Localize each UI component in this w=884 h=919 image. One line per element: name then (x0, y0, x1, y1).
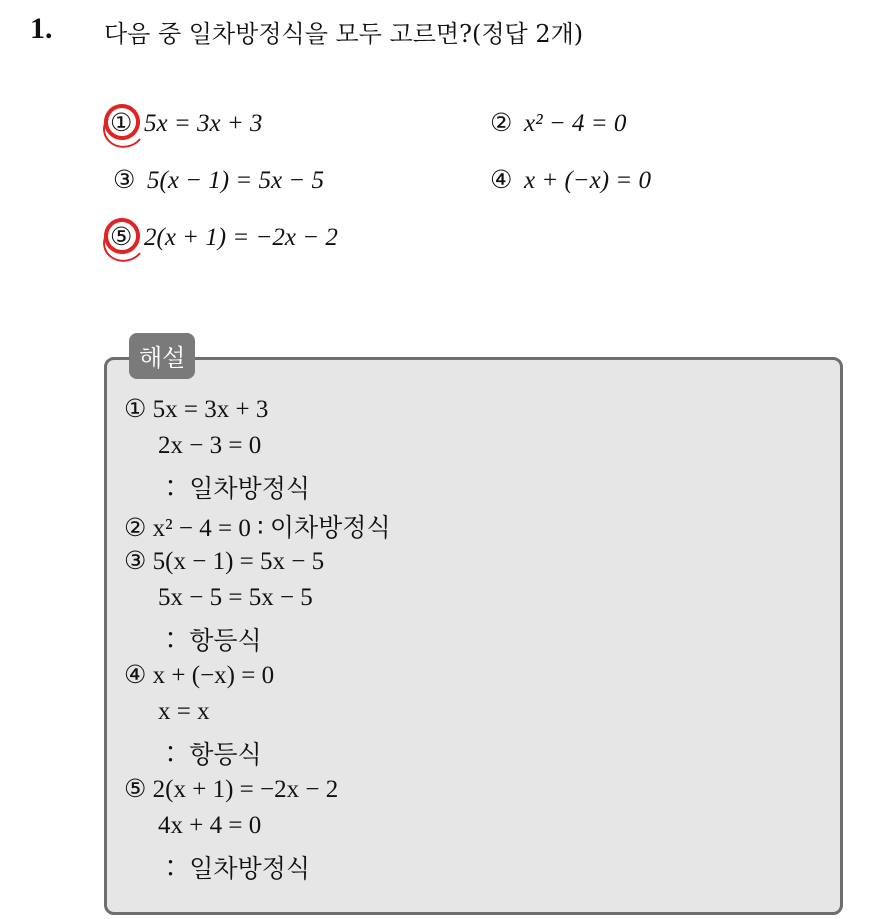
choice-1[interactable] (110, 108, 262, 138)
solution-line: ∶ 일차방정식 (158, 476, 311, 503)
solution-line: 5x − 5 = 5x − 5 (158, 584, 313, 611)
choice-4-expression: x + (−x) = 0 (524, 167, 651, 194)
choice-4[interactable] (490, 165, 651, 195)
solution-line: ⑤ 2(x + 1) = −2x − 2 (124, 776, 339, 803)
choice-1-expression: 5x = 3x + 3 (144, 110, 263, 137)
solution-line: ∶ 항등식 (158, 742, 262, 769)
solution-tag: 해설 (129, 333, 195, 379)
question-text: 다음 중 일차방정식을 모두 고르면?(정답 2개) (104, 20, 584, 48)
choice-2-expression: x² − 4 = 0 (524, 110, 627, 137)
question-number: 1. (30, 12, 53, 45)
solution-line: x = x (158, 698, 210, 725)
choice-1-mark: ① (110, 110, 133, 137)
solution-line: ∶ 항등식 (158, 628, 262, 655)
choice-2-mark: ② (490, 110, 513, 137)
solution-line: ∶ 일차방정식 (158, 856, 311, 883)
solution-line: 2x − 3 = 0 (158, 432, 262, 459)
choice-3[interactable] (113, 165, 324, 195)
choice-2[interactable] (490, 108, 626, 138)
solution-line: 4x + 4 = 0 (158, 812, 262, 839)
choice-5-mark: ⑤ (110, 224, 133, 251)
choice-3-expression: 5(x − 1) = 5x − 5 (147, 167, 324, 194)
choice-4-mark: ④ (490, 167, 513, 194)
choice-3-mark: ③ (113, 167, 136, 194)
choice-5[interactable] (110, 222, 338, 252)
solution-line: ① 5x = 3x + 3 (124, 396, 269, 423)
solution-line: ④ x + (−x) = 0 (124, 662, 275, 689)
solution-line: ② x² − 4 = 0 ∶ 이차방정식 (124, 515, 391, 542)
solution-line: ③ 5(x − 1) = 5x − 5 (124, 548, 325, 575)
choice-5-expression: 2(x + 1) = −2x − 2 (144, 224, 338, 251)
